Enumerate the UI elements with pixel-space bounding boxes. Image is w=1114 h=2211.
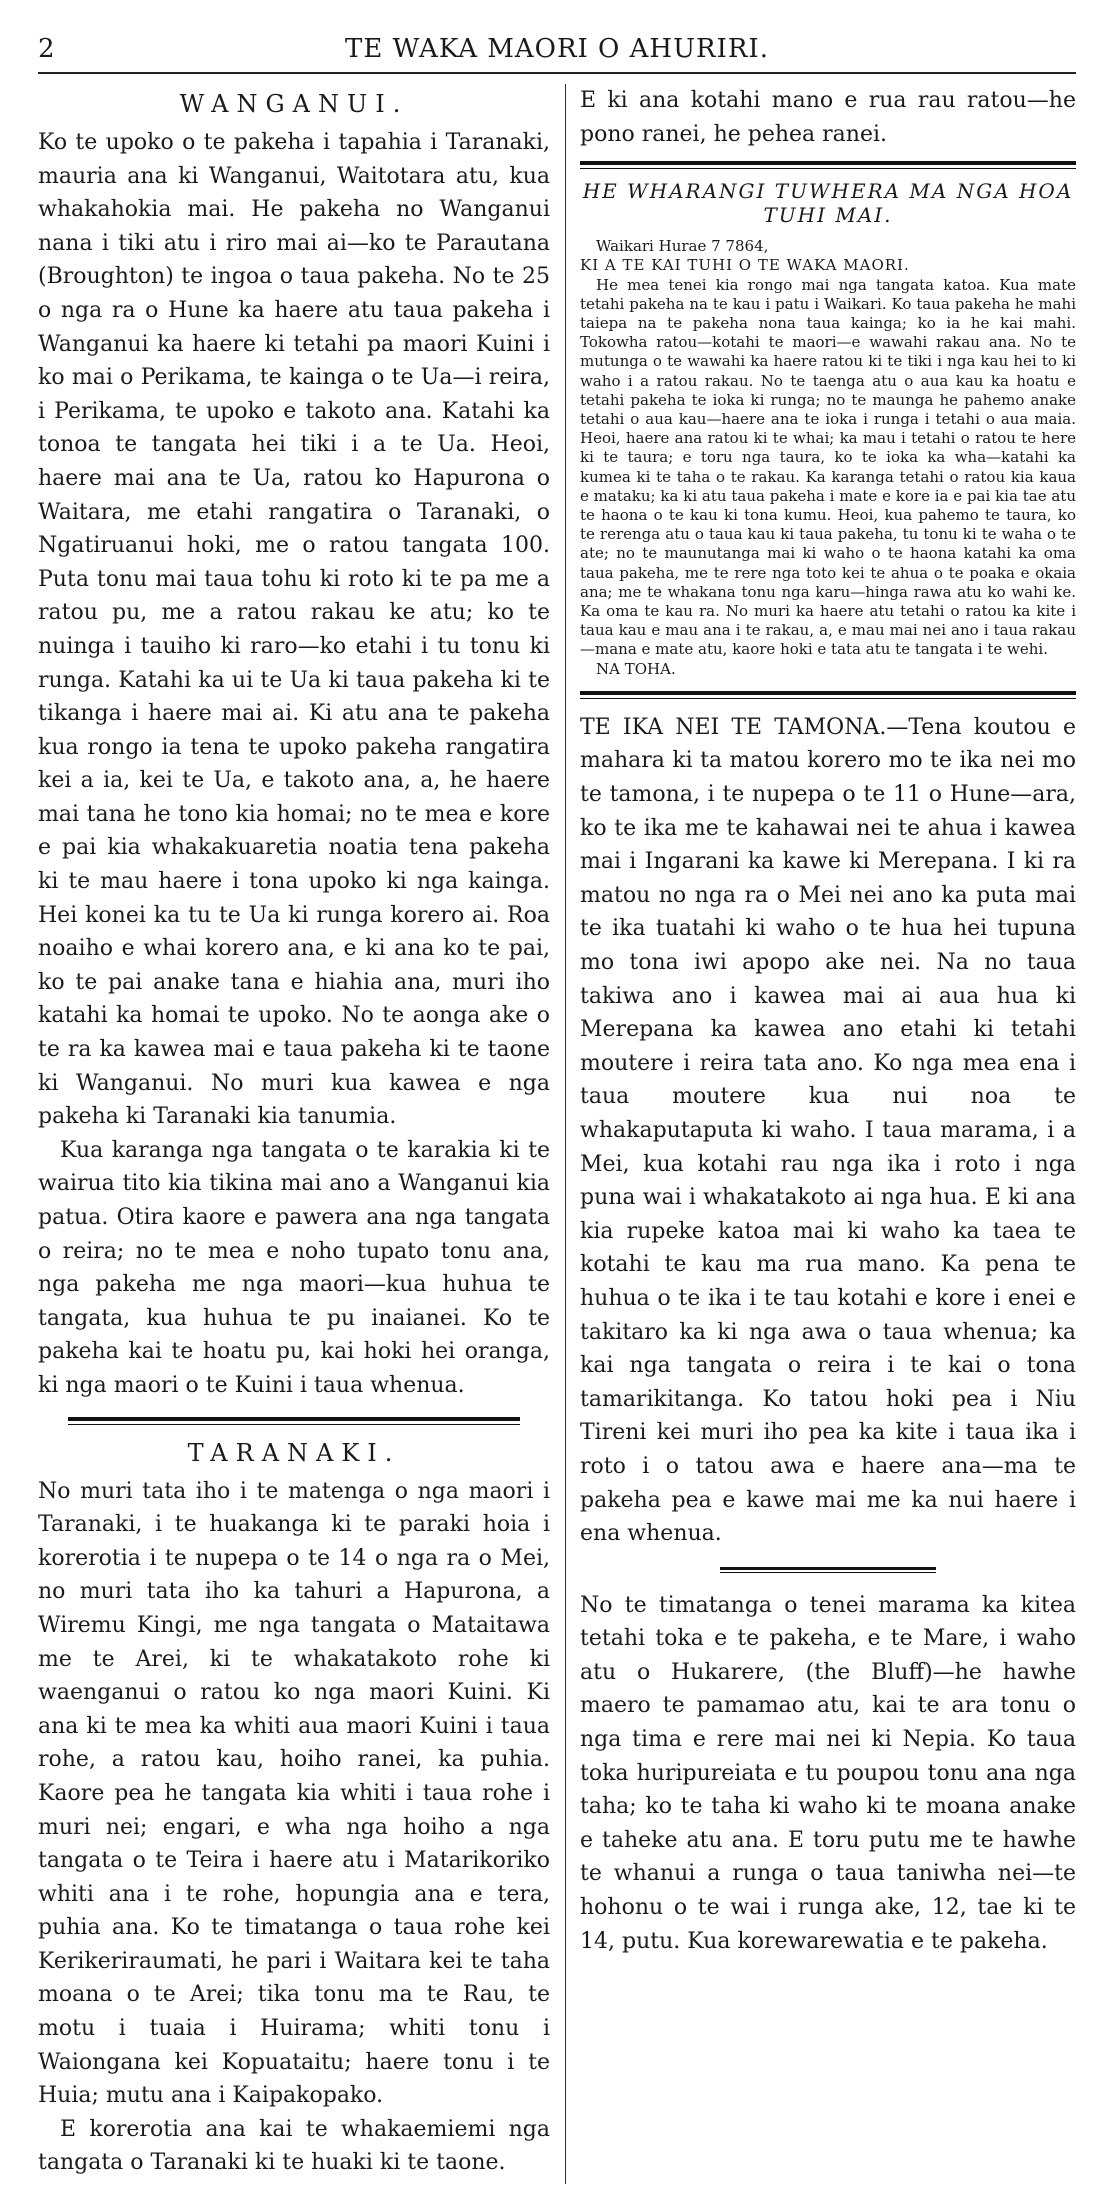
- page-number: 2: [38, 34, 55, 64]
- section-title-wanganui: WANGANUI.: [179, 90, 409, 118]
- letters-section-title: HE WHARANGI TUWHERA MA NGA HOA TUHI MAI.: [582, 179, 1074, 228]
- right-column: [580, 84, 1076, 1958]
- letter-body: He mea tenei kia rongo mai nga tangata katoa. Kua mate tetahi pakeha na te kau i patu i Waikari. Ko taua pakeha he mahi taiepa na te pakeha nona taua kainga; ko ia he kai mahi. Tokowha ratou—kotahi te maori—e wawahi rakau ana. No te mutunga o te wawahi ka haere ratou ki te tiki i nga kau hei to ki waho i a ratou rakau. No te taenga atu o aua kau ka hoatu e tetahi pakeha te ioka ki runga; no te maunga he pahemo anake tetahi o aua kau—haere ana te ioka i runga i tetahi o aua maia. Heoi, haere ana ratou ki te whai; ka mau i tetahi o ratou te here ki te taura; e toru nga taura, ko te ioka ka wha—katahi ka kumea ki te taha o te rakau. Ka karanga tetahi o ratou kia kaua e mataku; ka ki atu taua pakeha i mate e kore ia e pai kia tae atu te haona o te kau ki tona kumu. Heoi, kua pahemo te taura, ko te rerenga atu o taua kau ki taua pakeha, tu tonu ki te waha o te ate; no te maunutanga mai ki waho o te haona katahi ka oma taua pakeha, me te rere nga toto kei te ahua o te poaka e okaia ana; me te whakana tonu nga karu—hinga rawa atu ko wahi ke. Ka oma te kau ra. No muri ka haere atu tetahi o ratou ka kite i taua kau e mau ana i te rakau, a, e mau mai nei ano i taua rakau—mana e mate atu, kaore hoki e tata atu te tangata i te wehi.: [580, 275, 1076, 659]
- masthead-title: TE WAKA MAORI O AHURIRI.: [345, 34, 769, 64]
- header-rule: [38, 72, 1076, 74]
- section-rule: [580, 691, 1076, 699]
- page-header: [38, 26, 1076, 70]
- column-divider: [565, 84, 566, 2184]
- left-column: [38, 84, 550, 2180]
- section-rule: [720, 1567, 936, 1573]
- section-title-taranaki: TARANAKI.: [187, 1438, 401, 1467]
- article-paragraph: E korerotia ana kai te whakaemiemi nga tangata o Taranaki ki te huaki ki te taone.: [38, 2116, 550, 2176]
- article-paragraph: No muri tata iho i te matenga o nga maori i Taranaki, i te huakanga ki te paraki hoia i korerotia i te nupepa o te 14 o nga ra o Mei, no muri tata iho ka tahuri a Hapurona, a Wiremu Kingi, me nga tangata o Mataitawa me te Arei, ki te whakatakoto rohe ki waenganui o ratou ko nga maori Kuini. Ki ana ki te mea ka whiti aua maori Kuini i taua rohe, a ratou kau, hoiho ranei, ka puhia. Kaore pea he tangata kia whiti i taua rohe i muri nei; engari, e wha nga hoiho a nga tangata o te Teira i haere atu i Matarikoriko whiti ana i te rohe, hopungia ana e tera, puhia ana. Ko te timatanga o taua rohe kei Kerikeriraumati, he pari i Waitara kei te taha moana o te Arei; tika tonu ma te Rau, te motu i tuaia i Huirama; whiti tonu i Waiongana kei Kopuataitu; haere tonu i te Huia; mutu ana i Kaipakopako.: [38, 1478, 550, 2109]
- article-paragraph: [580, 711, 1076, 1551]
- section-rule: [68, 1417, 520, 1425]
- section-rule: [580, 161, 1076, 169]
- article-lead-in: TE IKA NEI TE TAMONA.: [580, 714, 887, 740]
- letter-dateline: Waikari Hurae 7 7864,: [596, 237, 769, 256]
- article-paragraph: No te timatanga o tenei marama ka kitea tetahi toka e te pakeha, e te Mare, i waho atu o Hukarere, (the Bluff)—he hawhe maero te pamamao atu, kai te ara tonu o nga tima e rere mai nei ki Nepia. Ko taua toka huripureiata e tu poupou tonu ana nga taha; ko te taha ki waho ki te moana anake e taheke atu ana. E toru putu me te hawhe te whanui a runga o taua taniwha nei—te hohonu o te wai i runga ake, 12, tae ki te 14, putu. Kua korewarewatia e te pakeha.: [580, 1592, 1076, 1954]
- article-paragraph: Kua karanga nga tangata o te karakia ki te wairua tito kia tikina mai ano a Wanganui kia patua. Otira kaore e pawera ana nga tangata o reira; no te mea e noho tupato tonu ana, nga pakeha me nga maori—kua huhua te tangata, kua huhua te pu inaianei. Ko te pakeha kai te hoatu pu, kai hoki hei oranga, ki nga maori o te Kuini i taua whenua.: [38, 1137, 550, 1398]
- letter-signature: NA TOHA.: [596, 659, 676, 678]
- article-paragraph: E ki ana kotahi mano e rua rau ratou—he pono ranei, he pehea ranei.: [580, 88, 1076, 147]
- letter-address: KI A TE KAI TUHI O TE WAKA MAORI.: [580, 256, 910, 275]
- article-paragraph: Ko te upoko o te pakeha i tapahia i Taranaki, mauria ana ki Wanganui, Waitotara atu, kua whakahokia mai. He pakeha no Wanganui nana i tiki atu i riro mai ai—ko te Parautana (Broughton) te ingoa o taua pakeha. No te 25 o nga ra o Hune ka haere atu taua pakeha i Wanganui ka haere ki tetahi pa maori Kuini i ko mai o Perikama, te kainga o te Ua—i reira, i Perikama, te upoko e takoto ana. Katahi ka tonoa te tangata hei tiki i a te Ua. Heoi, haere mai ana te Ua, ratou ko Hapurona o Waitara, me etahi rangatira o Taranaki, o Ngatiruanui hoki, me o ratou tangata 100. Puta tonu mai taua tohu ki roto ki te pa me a ratou pu, me a ratou rakau ke atu; ko te nuinga i tauiho ki raro—ko etahi i tu tonu ki runga. Katahi ka ui te Ua ki taua pakeha ki te tikanga i haere mai ai. Ki atu ana te pakeha kua rongo ia tena te upoko pakeha rangatira kei a ia, kei te Ua, e takoto ana, a, he haere mai tana he tono kia homai; no te mea e kore e pai kia whakakuaretia noatia tena pakeha ki te mau haere i tona upoko ki nga kainga. Hei konei ka tu te Ua ki runga korero ai. Roa noaiho e whai korero ana, e ki ana ko te pai, ko te pai anake tana e hiahia ana, muri iho katahi ka homai te upoko. No te aonga ake o te ra ka kawea mai e taua pakeha ki te taone ki Wanganui. No muri kua kawea e nga pakeha ki Taranaki kia tanumia.: [38, 130, 550, 1130]
- article-text: —Tena koutou e mahara ki ta matou korero mo te ika nei mo te tamona, i te nupepa o te 11 o Hune—ara, ko te ika me te kahawai nei te ahua i kawea mai i Ingarani ka kawe ki Merepana. I ki ra matou no nga ra o Mei nei ano ka puta mai te ika tuatahi ki waho o te hua hei tupuna mo tona iwi apopo ake nei. Na no taua takiwa ano i kawea mai ai aua hua ki Merepana ka kawea ano etahi ki tetahi moutere i reira tata ano. Ko nga mea ena i taua moutere kua nui noa te whakaputaputa ki waho. I taua marama, i a Mei, kua kotahi rau nga ika i roto i nga puna wai i whakatakoto ai nga hua. E ki ana kia rupeke katoa mai ki waho ka taea te kotahi te kau ma rua mano. Ka pena te huhua o te ika i te tau kotahi e kore i enei e takitaro ka ki nga awa o taua whenua; ka kai nga tangata o reira i te kai o tona tamarikitanga. Ko tatou hoki pea i Niu Tireni kei muri iho pea ka kite i taua ika i roto i o tatou awa e haere ana—ma te pakeha pea e kawe mai me ka nui haere i ena whenua.: [580, 714, 1076, 1547]
